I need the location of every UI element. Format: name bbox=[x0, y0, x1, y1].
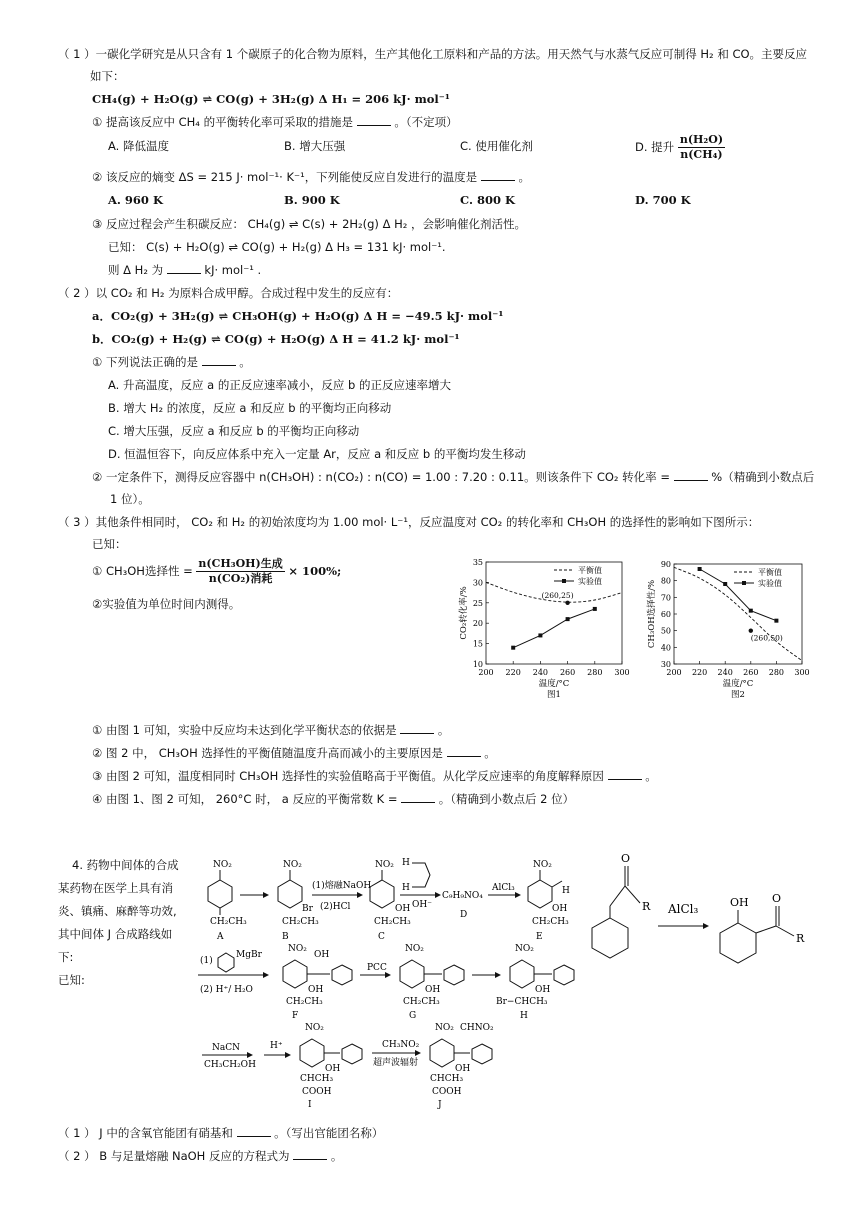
y-tick-label: 30 bbox=[660, 660, 671, 669]
legend-marker-experimental bbox=[562, 579, 566, 583]
label-grignard1: (1) bbox=[200, 956, 213, 966]
q4-sub1 bbox=[58, 1125, 383, 1141]
part1-q3-line2: 已知： C(s) + H₂O(g) ⇌ CO(g) + H₂(g) Δ H₃ = 131 kJ· mol⁻¹. bbox=[108, 240, 446, 254]
annotation-point bbox=[565, 601, 569, 605]
label-oh: OH bbox=[535, 985, 551, 995]
label-g: G bbox=[409, 1011, 417, 1021]
part1-q2-option-c[interactable]: C. 800 K bbox=[460, 193, 515, 207]
label-e: E bbox=[536, 932, 543, 942]
legend-label-equilibrium: 平衡值 bbox=[578, 566, 602, 575]
part1-q3-line3a: 则 Δ H₂ 为 bbox=[108, 263, 164, 277]
label-alcl3: AlCl₃ bbox=[492, 883, 515, 893]
series-experimental-line bbox=[513, 609, 595, 648]
label-d: D bbox=[460, 910, 468, 920]
label-ultrasound: 超声波辐射 bbox=[373, 1058, 419, 1068]
answer-blank[interactable] bbox=[608, 769, 642, 780]
label-chno2: CHNO₂ bbox=[460, 1023, 494, 1033]
answer-blank[interactable] bbox=[481, 170, 515, 181]
part1-q3-line3 bbox=[108, 262, 261, 278]
selectivity-tail: × 100%; bbox=[288, 564, 342, 578]
chart-caption: 图2 bbox=[731, 690, 745, 700]
label-c: C bbox=[378, 932, 385, 942]
fraction-top: n(CH₃OH)生成 bbox=[198, 557, 283, 570]
answer-blank[interactable] bbox=[357, 115, 391, 126]
part1-q1-tail: 。（不定项） bbox=[394, 115, 458, 129]
part3-q2b: 。 bbox=[484, 746, 496, 760]
part1-q1-option-a[interactable]: A. 降低温度 bbox=[108, 139, 169, 153]
part1-q2-text: ② 该反应的熵变 ΔS = 215 J· mol⁻¹· K⁻¹，下列能使反应自发进行的温度是 bbox=[92, 170, 478, 184]
benzene-ring bbox=[218, 953, 234, 972]
answer-blank[interactable] bbox=[167, 263, 201, 274]
label-cooh: COOH bbox=[432, 1087, 462, 1097]
label-oh: OH bbox=[552, 904, 568, 914]
label-chch3: CHCH₃ bbox=[300, 1074, 334, 1084]
part1-intro-line1: （ 1 ）一碳化学研究是从只含有 1 个碳原子的化合物为原料，生产其他化工原料和产品的方法。用天然气与水蒸气反应可制得 H₂ 和 CO。主要反应 bbox=[58, 47, 808, 61]
label-ch2ch3: CH₂CH₃ bbox=[286, 997, 323, 1007]
label-r: R bbox=[642, 900, 651, 913]
selectivity-fraction bbox=[196, 557, 284, 586]
part3-q4b: 。（精确到小数点后 2 位） bbox=[438, 792, 575, 806]
label-ch2ch3: CH₂CH₃ bbox=[374, 917, 411, 927]
part3-known: 已知： bbox=[92, 537, 127, 551]
label-br: Br bbox=[302, 904, 313, 914]
part2-option-c[interactable]: C. 增大压强，反应 a 和反应 b 的平衡均正向移动 bbox=[108, 424, 360, 438]
label-chch3: CHCH₃ bbox=[430, 1074, 464, 1084]
part1-q1-text: ① 提高该反应中 CH₄ 的平衡转化率可采取的措施是 bbox=[92, 115, 354, 129]
part1-q1 bbox=[92, 114, 458, 130]
y-tick-label: 30 bbox=[472, 578, 483, 588]
ratio-fraction bbox=[678, 133, 725, 162]
answer-blank[interactable] bbox=[401, 792, 435, 803]
label-no2: NO₂ bbox=[515, 944, 534, 954]
y-tick-label: 90 bbox=[660, 560, 671, 569]
part1-q2-option-b[interactable]: B. 900 K bbox=[284, 193, 340, 207]
label-oh: OH bbox=[455, 1064, 471, 1074]
label-o: O bbox=[621, 852, 631, 865]
label-alcl3-known: AlCl₃ bbox=[668, 902, 699, 916]
part2-q2c: 1 位）。 bbox=[110, 492, 150, 506]
compound-e bbox=[528, 860, 570, 942]
y-tick-label: 80 bbox=[660, 576, 671, 586]
compound-g bbox=[400, 944, 464, 1021]
data-point bbox=[566, 617, 570, 621]
chart-caption: 图1 bbox=[547, 690, 561, 700]
label-step2: (2)HCl bbox=[320, 902, 351, 912]
q4-intro-3: 其中间体 J 合成路线如 bbox=[58, 927, 173, 941]
x-tick-label: 260 bbox=[559, 668, 576, 677]
compound-i bbox=[300, 1023, 362, 1110]
data-point bbox=[774, 619, 778, 623]
selectivity-formula bbox=[92, 556, 341, 586]
label-oh: OH bbox=[325, 1064, 341, 1074]
legend-label-experimental: 实验值 bbox=[758, 579, 782, 588]
q4-intro-5: 已知: bbox=[58, 973, 85, 987]
label-oh: OH bbox=[314, 950, 330, 960]
legend-marker-experimental bbox=[742, 581, 746, 585]
y-tick-label: 60 bbox=[660, 610, 671, 619]
label-no2: NO₂ bbox=[213, 860, 232, 870]
label-b: B bbox=[282, 932, 289, 942]
x-axis-label: 温度/°C bbox=[538, 679, 570, 689]
part1-q2 bbox=[92, 169, 530, 185]
q4-intro-2: 炎、镇痛、麻醉等功效, bbox=[58, 904, 177, 918]
fraction-bottom: n(CO₂)消耗 bbox=[208, 572, 273, 585]
part2-option-b[interactable]: B. 增大 H₂ 的浓度，反应 a 和反应 b 的平衡均正向移动 bbox=[108, 401, 392, 415]
phenol-ring bbox=[720, 923, 756, 963]
y-axis-label: CH₃OH选择性/% bbox=[647, 579, 657, 649]
label-a: A bbox=[217, 932, 224, 942]
part2-q1-tail: 。 bbox=[239, 355, 251, 369]
y-tick-label: 40 bbox=[660, 643, 671, 653]
label-pcc: PCC bbox=[367, 963, 387, 973]
compound-a bbox=[208, 860, 247, 942]
part2-option-a[interactable]: A. 升高温度，反应 a 的正反应速率减小，反应 b 的正反应速率增大 bbox=[108, 378, 451, 392]
label-cooh: COOH bbox=[302, 1087, 332, 1097]
label-d-formula: C₉H₉NO₄ bbox=[442, 891, 483, 901]
part2-q1-text: ① 下列说法正确的是 bbox=[92, 355, 198, 369]
y-axis-label: CO₂转化率/% bbox=[459, 586, 469, 640]
label-ch2ch3: CH₂CH₃ bbox=[532, 917, 569, 927]
x-tick-label: 240 bbox=[532, 668, 549, 677]
x-tick-label: 240 bbox=[717, 668, 733, 677]
q4-sub2 bbox=[58, 1148, 342, 1164]
y-tick-label: 20 bbox=[472, 619, 483, 629]
label-oh-minus: OH⁻ bbox=[412, 900, 432, 910]
fraction-top: n(H₂O) bbox=[679, 133, 724, 146]
part2-rxn-a: a．CO₂(g) + 3H₂(g) ⇌ CH₃OH(g) + H₂O(g) Δ H = −49.5 kJ· mol⁻¹ bbox=[92, 309, 504, 323]
label-oh: OH bbox=[395, 904, 411, 914]
part2-rxn-b: b．CO₂(g) + H₂(g) ⇌ CO(g) + H₂O(g) Δ H = 41.2 kJ· mol⁻¹ bbox=[92, 332, 460, 346]
label-ch2ch3: CH₂CH₃ bbox=[403, 997, 440, 1007]
y-tick-label: 50 bbox=[660, 626, 671, 636]
part1-q3-line1: ③ 反应过程会产生积碳反应： CH₄(g) ⇌ C(s) + 2H₂(g) Δ H₂ ，会影响催化剂活性。 bbox=[92, 217, 527, 231]
part3-q4 bbox=[92, 791, 574, 807]
answer-blank[interactable] bbox=[400, 723, 434, 734]
part3-q4a: ④ 由图 1、图 2 可知， 260°C 时， a 反应的平衡常数 K = bbox=[92, 792, 398, 806]
part2-q2a: ② 一定条件下，测得反应容器中 n(CH₃OH) : n(CO₂) : n(CO) = 1.00 : 7.20 : 0.11。则该条件下 CO₂ 转化率 = bbox=[92, 470, 670, 484]
part2-q2 bbox=[92, 469, 814, 485]
chart-ch3oh-selectivity bbox=[640, 552, 820, 712]
answer-blank[interactable] bbox=[447, 746, 481, 757]
label-no2: NO₂ bbox=[533, 860, 552, 870]
part3-intro: （ 3 ）其他条件相同时， CO₂ 和 H₂ 的初始浓度均为 1.00 mol· L⁻¹，反应温度对 CO₂ 的转化率和 CH₃OH 的选择性的影响如下图所示： bbox=[58, 515, 760, 529]
part1-q2-option-d[interactable]: D. 700 K bbox=[635, 193, 691, 207]
part3-q3a: ③ 由图 2 可知，温度相同时 CH₃OH 选择性的实验值略高于平衡值。从化学反应速率的角度解释原因 bbox=[92, 769, 604, 783]
data-point bbox=[723, 582, 727, 586]
part3-q1a: ① 由图 1 可知，实验中反应均未达到化学平衡状态的依据是 bbox=[92, 723, 397, 737]
part1-equation: CH₄(g) + H₂O(g) ⇌ CO(g) + 3H₂(g) Δ H₁ = 206 kJ· mol⁻¹ bbox=[92, 92, 450, 106]
label-brchch3: Br−CHCH₃ bbox=[496, 997, 548, 1007]
y-tick-label: 35 bbox=[472, 558, 483, 567]
label-f: F bbox=[292, 1011, 299, 1021]
part3-q1 bbox=[92, 722, 449, 738]
series-equilibrium-line bbox=[674, 567, 802, 660]
y-tick-label: 10 bbox=[472, 660, 483, 669]
phenyl-ring bbox=[592, 918, 628, 958]
label-i: I bbox=[308, 1100, 312, 1110]
label-ch3ch2oh: CH₃CH₂OH bbox=[204, 1060, 256, 1070]
x-axis-label: 温度/°C bbox=[722, 679, 754, 689]
label-no2: NO₂ bbox=[435, 1023, 454, 1033]
compound-j bbox=[430, 1023, 494, 1110]
part1-q2-tail: 。 bbox=[518, 170, 530, 184]
part1-q1-option-d[interactable] bbox=[635, 132, 725, 162]
label-o: O bbox=[772, 892, 782, 905]
q4-sub2a: （ 2 ） B 与足量熔融 NaOH 反应的方程式为 bbox=[58, 1149, 290, 1163]
label-no2: NO₂ bbox=[283, 860, 302, 870]
answer-blank[interactable] bbox=[293, 1149, 327, 1160]
label-r: R bbox=[796, 932, 805, 945]
q4-intro-0: 4. 药物中间体的合成 bbox=[72, 858, 179, 872]
data-point bbox=[538, 633, 542, 637]
compound-c bbox=[370, 860, 411, 942]
label-ch2ch3: CH₂CH₃ bbox=[210, 917, 247, 927]
annotation-label: (260,25) bbox=[541, 590, 574, 600]
q4-sub1a: （ 1 ） J 中的含氧官能团有硝基和 bbox=[58, 1126, 233, 1140]
label-oh: OH bbox=[425, 985, 441, 995]
x-tick-label: 280 bbox=[768, 668, 785, 677]
label-nacn: NaCN bbox=[212, 1043, 241, 1053]
answer-blank[interactable] bbox=[674, 470, 708, 481]
part1-q1-option-c[interactable]: C. 使用催化剂 bbox=[460, 139, 533, 153]
y-tick-label: 25 bbox=[472, 598, 483, 608]
chart-co2-conversion bbox=[450, 552, 635, 712]
label-step1: (1)熔融NaOH bbox=[312, 881, 372, 891]
q4-sub1b: 。（写出官能团名称） bbox=[274, 1126, 384, 1140]
part2-intro: （ 2 ）以 CO₂ 和 H₂ 为原料合成甲醇。合成过程中发生的反应有： bbox=[58, 286, 399, 300]
x-tick-label: 200 bbox=[478, 668, 494, 677]
x-tick-label: 260 bbox=[743, 668, 759, 677]
compound-h bbox=[496, 944, 574, 1021]
legend-label-experimental: 实验值 bbox=[578, 577, 602, 586]
label-h: H bbox=[402, 858, 410, 868]
part3-note2: ②实验值为单位时间内测得。 bbox=[92, 597, 241, 611]
q4-intro-1: 某药物在医学上具有消 bbox=[58, 881, 173, 895]
data-point bbox=[511, 646, 515, 650]
part1-q2-option-a[interactable]: A. 960 K bbox=[108, 193, 163, 207]
label-oh-known: OH bbox=[730, 896, 749, 909]
legend-label-equilibrium: 平衡值 bbox=[758, 568, 782, 577]
fraction-bottom: n(CH₄) bbox=[680, 148, 723, 161]
answer-blank[interactable] bbox=[237, 1126, 271, 1137]
x-tick-label: 300 bbox=[614, 668, 630, 677]
label-grignard2: (2) H⁺/ H₂O bbox=[200, 985, 253, 995]
label-hplus: H⁺ bbox=[270, 1041, 283, 1051]
compound-f bbox=[283, 944, 352, 1021]
label-h: H bbox=[402, 883, 410, 893]
part3-q3b: 。 bbox=[645, 769, 657, 783]
part1-q1-option-b[interactable]: B. 增大压强 bbox=[284, 139, 346, 153]
label-mgbr: MgBr bbox=[236, 950, 262, 960]
selectivity-label: ① CH₃OH选择性 = bbox=[92, 564, 193, 578]
compound-b bbox=[278, 860, 319, 942]
part1-q3-line3b: kJ· mol⁻¹ . bbox=[204, 263, 262, 277]
x-tick-label: 220 bbox=[691, 668, 708, 677]
label-no2: NO₂ bbox=[305, 1023, 324, 1033]
label-h: H bbox=[562, 886, 570, 896]
label-ch3no2: CH₃NO₂ bbox=[382, 1040, 420, 1050]
y-tick-label: 70 bbox=[660, 593, 671, 603]
part2-q2b: %（精确到小数点后 bbox=[711, 470, 815, 484]
part3-q3 bbox=[92, 768, 657, 784]
x-tick-label: 280 bbox=[587, 668, 603, 677]
data-point bbox=[698, 567, 702, 571]
answer-blank[interactable] bbox=[202, 355, 236, 366]
part2-q1 bbox=[92, 354, 251, 370]
synthesis-route-diagram bbox=[190, 835, 610, 1115]
label-ch2ch3: CH₂CH₃ bbox=[282, 917, 319, 927]
known-reaction-diagram bbox=[580, 848, 830, 978]
label-j: J bbox=[438, 1100, 442, 1110]
reagent-anhydride bbox=[402, 858, 430, 893]
x-tick-label: 300 bbox=[794, 668, 810, 677]
x-tick-label: 200 bbox=[666, 668, 682, 677]
part3-q2 bbox=[92, 745, 496, 761]
y-tick-label: 15 bbox=[472, 639, 483, 649]
data-point bbox=[749, 609, 753, 613]
part1-intro-line2: 如下： bbox=[90, 69, 125, 83]
part2-option-d[interactable]: D. 恒温恒容下，向反应体系中充入一定量 Ar，反应 a 和反应 b 的平衡均发生移动 bbox=[108, 447, 526, 461]
annotation-label: (260,50) bbox=[750, 633, 783, 643]
label-no2: NO₂ bbox=[375, 860, 394, 870]
q4-intro-4: 下: bbox=[58, 950, 74, 964]
plot-frame bbox=[674, 564, 802, 664]
part3-q2a: ② 图 2 中， CH₃OH 选择性的平衡值随温度升高而减小的主要原因是 bbox=[92, 746, 443, 760]
label-h-compound: H bbox=[520, 1011, 528, 1021]
label-no2: NO₂ bbox=[405, 944, 424, 954]
part1-q1-option-d-label: D. 提升 bbox=[635, 140, 675, 154]
label-oh: OH bbox=[308, 985, 324, 995]
q4-sub2b: 。 bbox=[330, 1149, 343, 1163]
x-tick-label: 220 bbox=[505, 668, 521, 677]
annotation-point bbox=[749, 628, 753, 632]
data-point bbox=[593, 607, 597, 611]
label-no2: NO₂ bbox=[288, 944, 307, 954]
part3-q1b: 。 bbox=[437, 723, 450, 737]
